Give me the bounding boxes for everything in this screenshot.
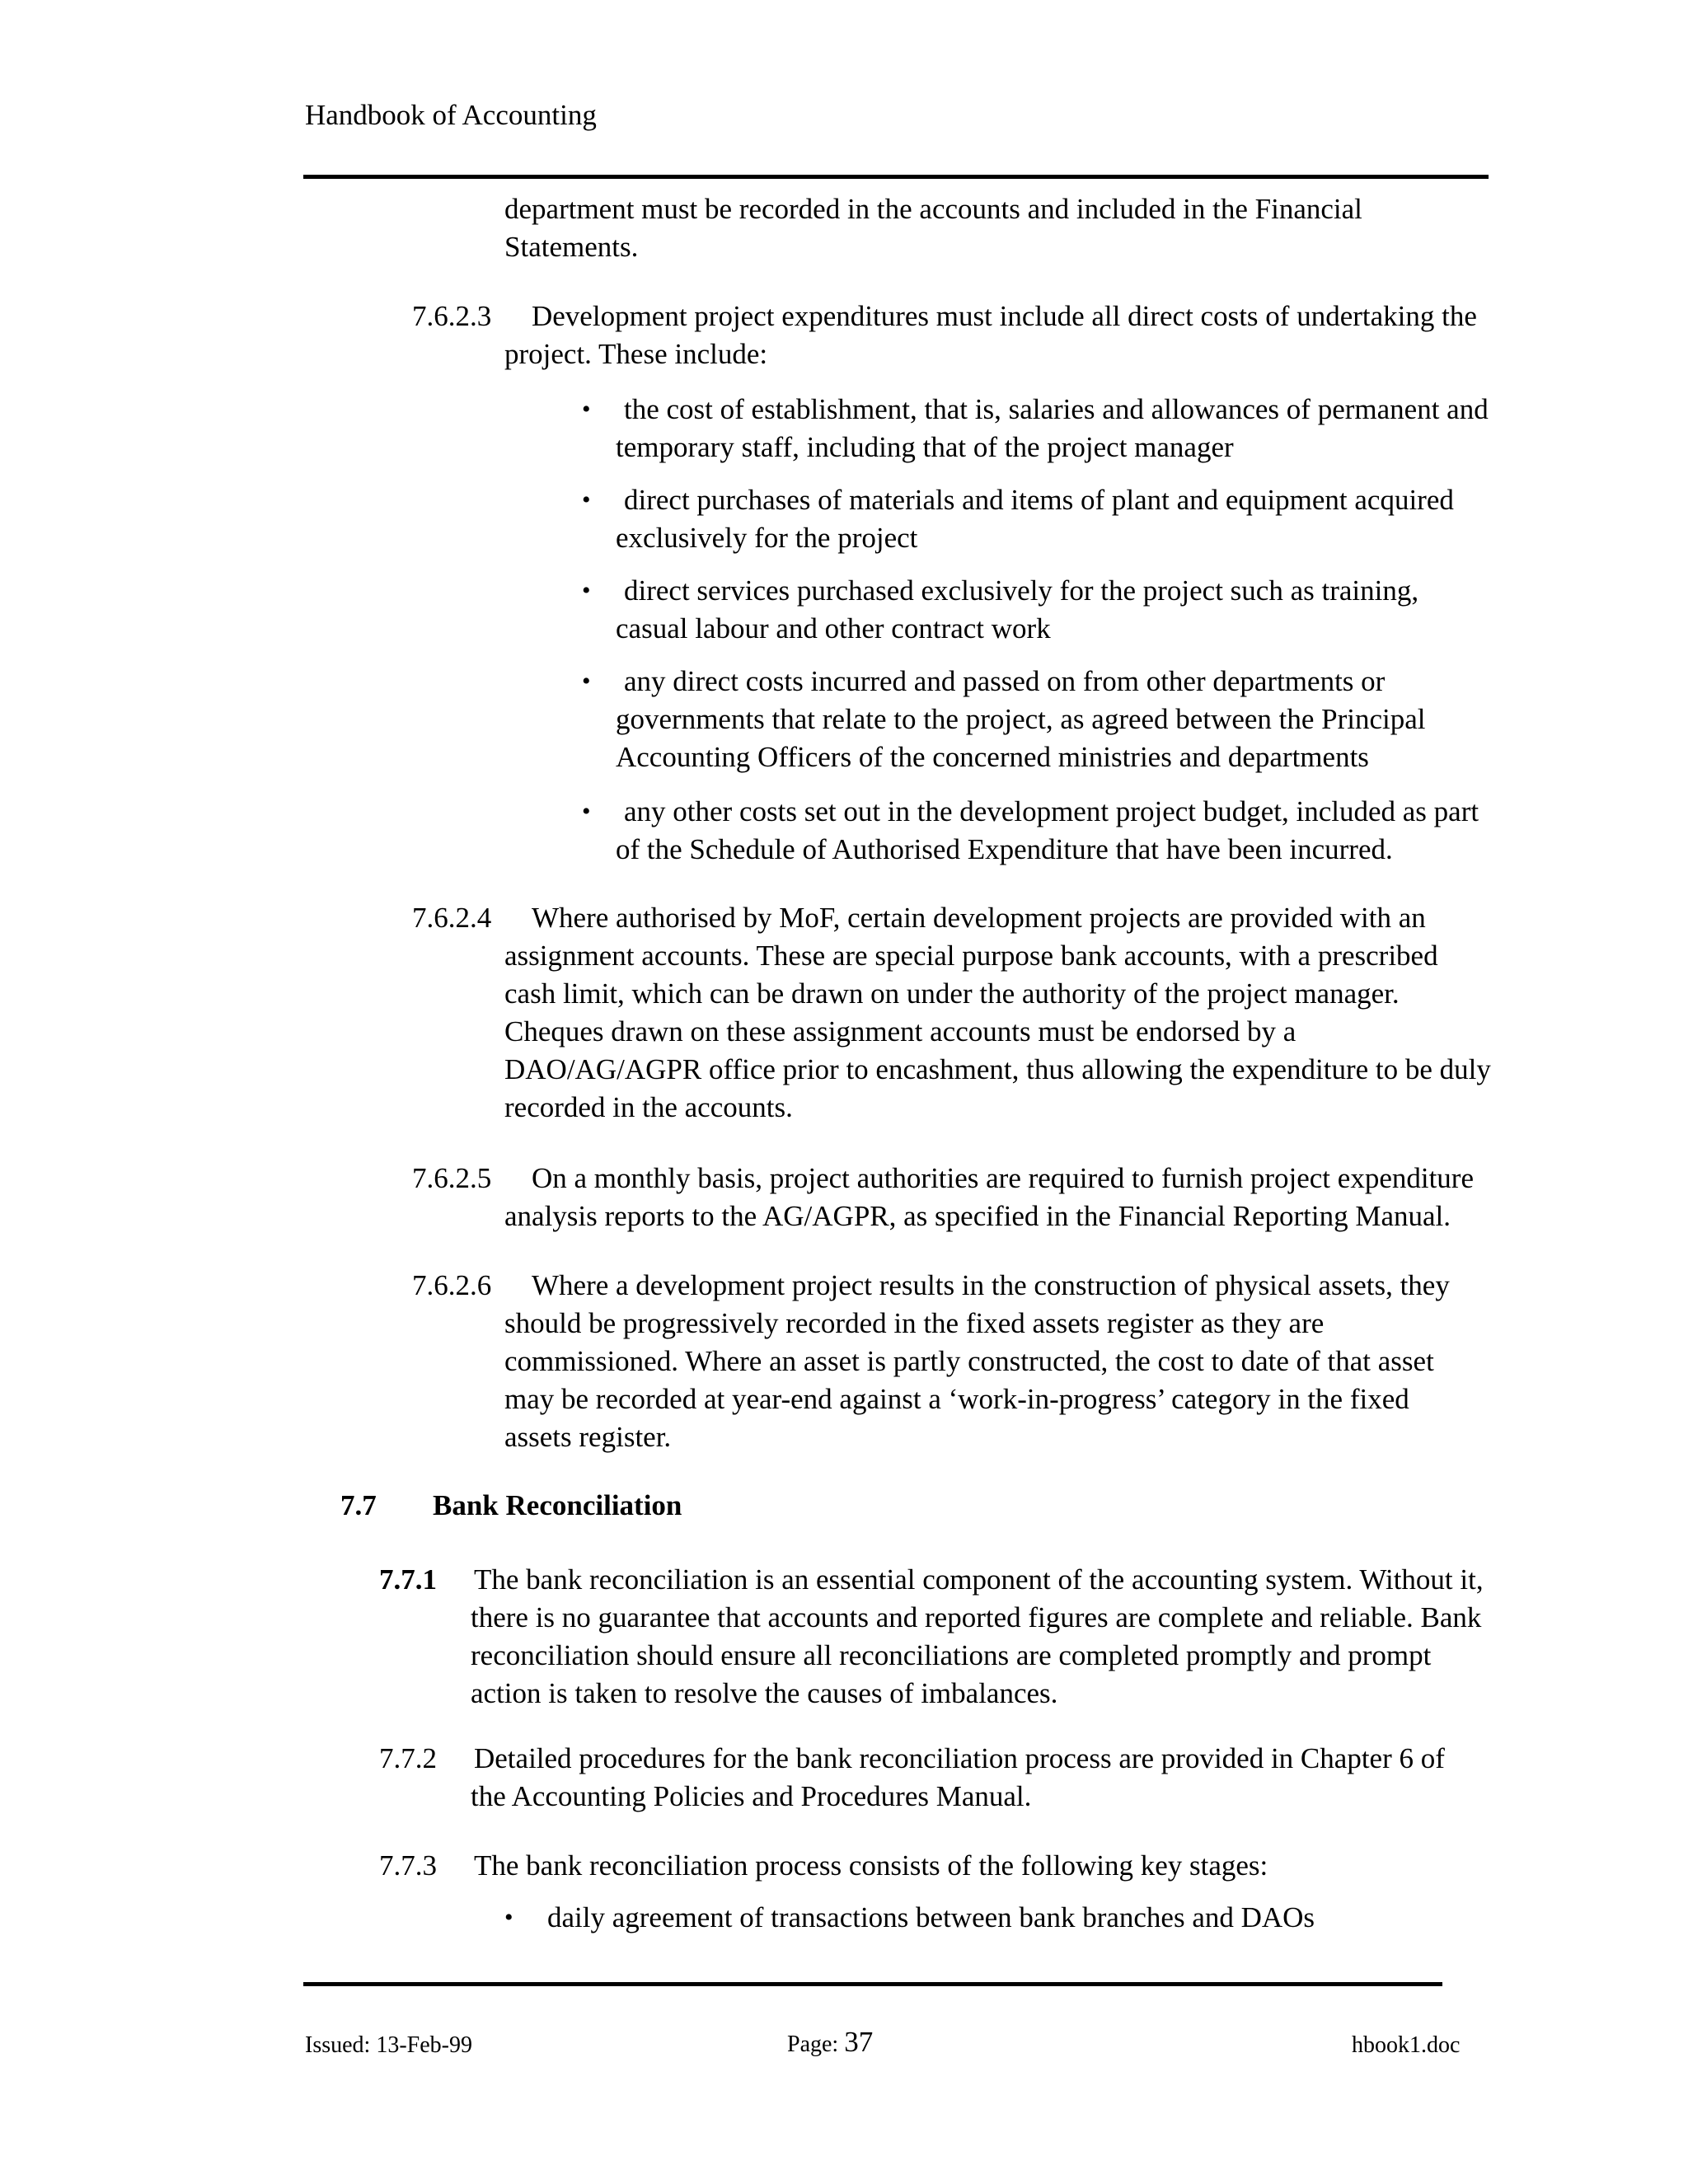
bullet-icon: • [582,577,591,604]
paragraph-7-7-3: 7.7.3 The bank reconciliation process consists of the following key stages: [379,1847,1268,1885]
paragraph-number: 7.6.2.4 [412,902,492,934]
paragraph-number: 7.7.3 [379,1849,437,1882]
continuation-paragraph: department must be recorded in the accounts and included in the Financial Statements. [504,193,1362,263]
paragraph-number: 7.7.2 [379,1742,437,1774]
bullet-icon: • [504,1904,513,1931]
footer-issued: Issued: 13-Feb-99 [305,2032,472,2058]
paragraph-7-6-2-6: 7.6.2.6 Where a development project results in the construction of physical assets, they should be progressively recorded in the fixed assets register as they are commissioned. Where an asset is partly constructed, the cost to date of that asset may be recorded at year-end against a ‘work-in-progress’ category in the fixed assets register. [412,1267,1450,1456]
running-header: Handbook of Accounting [305,99,597,131]
paragraph-7-6-2-5: 7.6.2.5 On a monthly basis, project authorities are required to furnish project expenditure analysis reports to the AG/AGPR, as specified in the Financial Reporting Manual. [412,1160,1474,1235]
paragraph-7-6-2-4: 7.6.2.4 Where authorised by MoF, certain development projects are provided with an assignment accounts. These are special purpose bank accounts, with a prescribed cash limit, which can be drawn on under the authority of the project manager. Cheques drawn on these assignment accounts must be endorsed by a DAO/AG/AGPR office prior to encashment, thus allowing the expenditure to be duly recorded in the accounts. [412,899,1491,1127]
paragraph-7-7-2: 7.7.2 Detailed procedures for the bank reconciliation process are provided in Chapter 6 of the Accounting Policies and Procedures Manual. [379,1740,1445,1816]
paragraph-7-7-1: 7.7.1 The bank reconciliation is an essential component of the accounting system. Without it, there is no guarantee that accounts and reported figures are complete and reliable. Bank reconciliation should ensure all reconciliations are completed promptly and prompt action is taken to resolve the causes of imbalances. [379,1561,1484,1713]
bullet-icon: • [582,486,591,513]
paragraph-number: 7.6.2.3 [412,300,492,332]
header-rule [303,175,1489,179]
list-item: direct services purchased exclusively for the project such as training, casual labour and other contract work [616,574,1419,644]
bullet-icon: • [582,798,591,825]
footer-filename: hbook1.doc [1352,2032,1461,2058]
bullet-icon: • [582,396,591,423]
footer-page [787,2026,873,2061]
list-item: any other costs set out in the development project budget, included as part of the Schedule of Authorised Expenditure that have been incurred. [616,795,1479,865]
page-label: Page: [787,2032,839,2057]
section-title: Bank Reconciliation [433,1489,682,1521]
page-number: 37 [844,2026,874,2058]
list-item: direct purchases of materials and items of plant and equipment acquired exclusively for the project [616,484,1454,554]
list-item: the cost of establishment, that is, salaries and allowances of permanent and temporary staff, including that of the project manager [616,393,1489,463]
list-item: any direct costs incurred and passed on from other departments or governments that relate to the project, as agreed between the Principal Accounting Officers of the concerned ministries and departments [616,665,1426,773]
list-item: daily agreement of transactions between bank branches and DAOs [547,1901,1315,1933]
section-heading [340,1487,682,1525]
bullet-icon: • [582,668,591,695]
paragraph-number: 7.6.2.6 [412,1269,492,1301]
paragraph-number: 7.7.1 [379,1563,437,1596]
footer-rule [303,1982,1442,1986]
paragraph-number: 7.6.2.5 [412,1162,492,1194]
paragraph-7-6-2-3: 7.6.2.3 Development project expenditures must include all direct costs of undertaking the project. These include: [412,298,1477,373]
section-number: 7.7 [340,1489,377,1521]
